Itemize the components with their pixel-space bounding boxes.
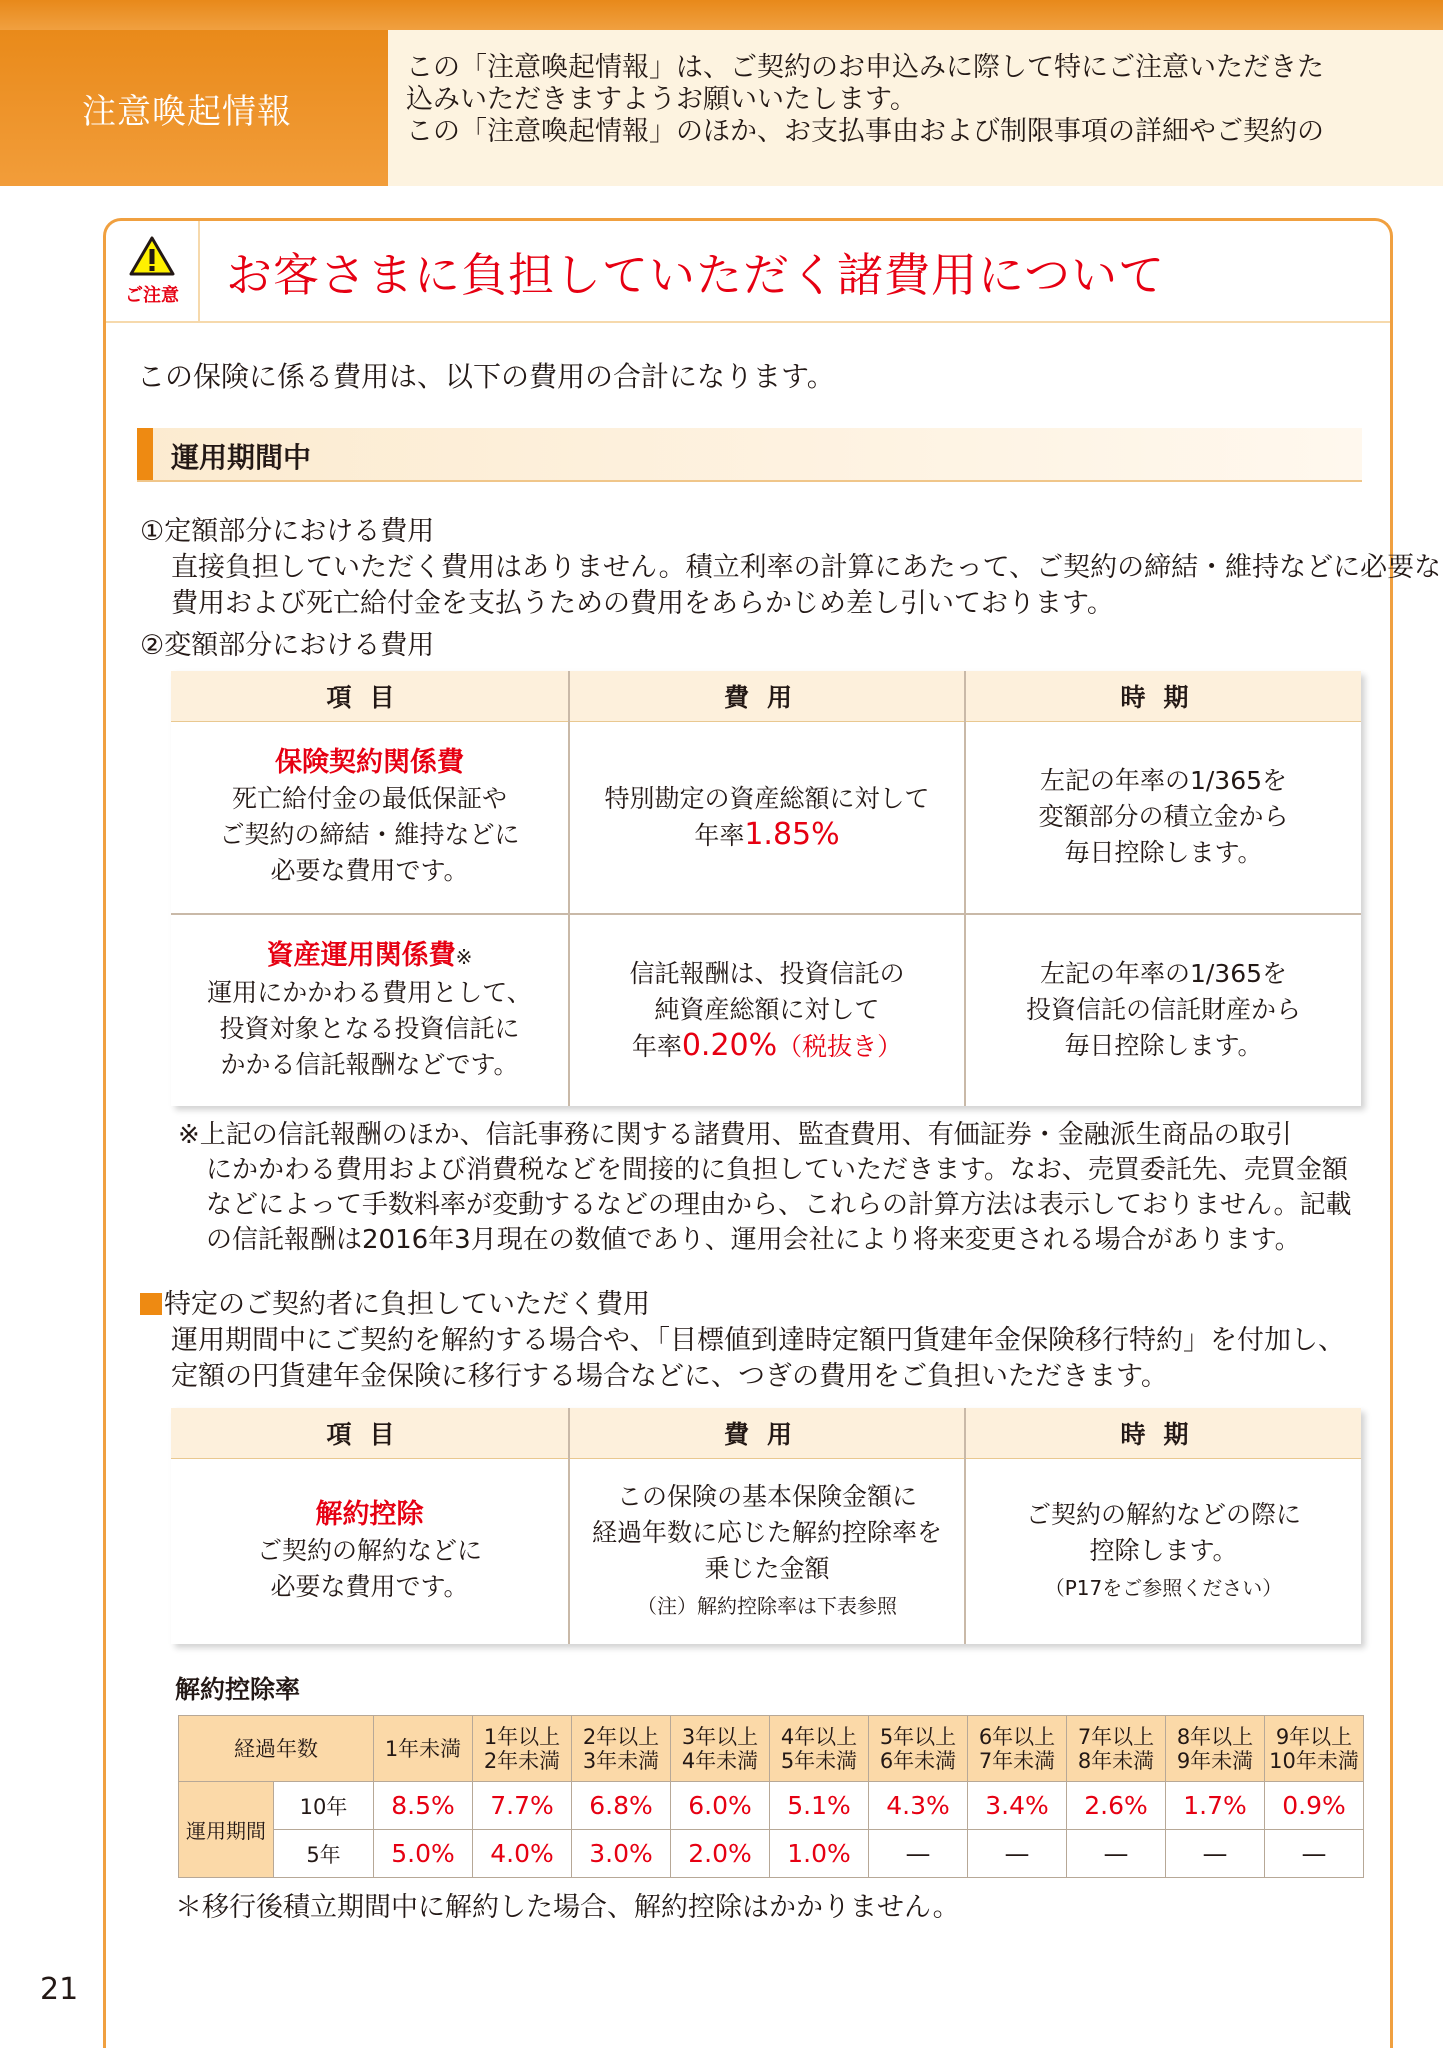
intro-line: この「注意喚起情報」は、ご契約のお申込みに際して特にご注意いただきた — [406, 52, 1324, 83]
top-accent-bar — [0, 0, 1443, 30]
timing-text: 毎日控除します。 — [1064, 1031, 1263, 1060]
item-desc: 死亡給付金の最低保証や — [231, 784, 507, 814]
rate-cell: 4.3% — [869, 1782, 968, 1830]
year-column: 4年以上 5年未満 — [770, 1716, 869, 1782]
year-column: 1年以上 2年未満 — [473, 1716, 572, 1782]
period-label: 運用期間 — [179, 1782, 274, 1878]
timing-text: 左記の年率の1/365を — [1039, 959, 1288, 988]
rate-cell: 2.0% — [671, 1830, 770, 1878]
rate-cell: 0.9% — [1265, 1782, 1364, 1830]
item-desc: 投資対象となる投資信託に — [219, 1013, 520, 1043]
rate-cell: — — [1265, 1830, 1364, 1878]
fixed-body-line: 直接負担していただく費用はありません。積立利率の計算にあたって、ご契約の締結・維持などに必要な — [171, 552, 1442, 583]
rate-table — [178, 1715, 1364, 1878]
specific-body-line: 運用期間中にご契約を解約する場合や、「目標値到達時定額円貨建年金保険移行特約」を付加し、 — [171, 1325, 1345, 1356]
cost-note: （注）解約控除率は下表参照 — [637, 1593, 897, 1618]
cost-text: 乗じた金額 — [704, 1553, 830, 1583]
item-desc: 運用にかかわる費用として、 — [207, 977, 532, 1007]
timing-cell — [965, 914, 1361, 1106]
item-name: 資産運用関係費 — [266, 939, 456, 971]
rate-label: 年率 — [694, 820, 745, 850]
section-title: お客さまに負担していただく諸費用について — [226, 248, 1166, 302]
timing-note: （P17をご参照ください） — [1044, 1575, 1283, 1600]
cost-cell — [569, 1459, 965, 1644]
rate-value: 1.85% — [744, 816, 840, 852]
period-5y: 5年 — [274, 1830, 374, 1878]
item-mark: ※ — [455, 944, 473, 969]
header-cost: 費用 — [569, 671, 965, 722]
rate-table-title: 解約控除率 — [175, 1675, 301, 1704]
specific-heading-text: 特定のご契約者に負担していただく費用 — [164, 1289, 650, 1320]
rate-cell: — — [1067, 1830, 1166, 1878]
warning-icon — [128, 235, 176, 277]
rate-cell: 1.7% — [1166, 1782, 1265, 1830]
rate-cell: 1.0% — [770, 1830, 869, 1878]
footnote-line: ※上記の信託報酬のほか、信託事務に関する諸費用、監査費用、有価証券・金融派生商品の取引 — [178, 1120, 1292, 1150]
item-desc: 必要な費用です。 — [270, 1572, 469, 1602]
specific-heading — [140, 1282, 650, 1321]
page-number: 21 — [40, 1972, 79, 2007]
cost-text: 信託報酬は、投資信託の — [629, 958, 905, 988]
period-10y: 10年 — [274, 1782, 374, 1830]
rate-label: 年率 — [631, 1031, 682, 1061]
fixed-body-line: 費用および死亡給付金を支払うための費用をあらかじめ差し引いております。 — [171, 588, 1114, 619]
cost-cell — [569, 722, 965, 914]
rate-cell: — — [869, 1830, 968, 1878]
item-cell — [171, 914, 569, 1106]
timing-text: 左記の年率の1/365を — [1039, 766, 1288, 796]
rate-value: 0.20% — [681, 1027, 778, 1063]
year-column: 6年以上 7年未満 — [968, 1716, 1067, 1782]
item-name: 解約控除 — [315, 1499, 424, 1531]
item-desc: 必要な費用です。 — [270, 856, 469, 886]
item-name: 保険契約関係費 — [275, 747, 464, 779]
footnote-line: にかかわる費用および消費税などを間接的に負担していただきます。なお、売買委託先、売買金額 — [206, 1155, 1348, 1185]
intro-box — [388, 30, 1443, 186]
variable-heading: ②変額部分における費用 — [140, 630, 435, 661]
warning-box — [106, 221, 200, 321]
summary-text: この保険に係る費用は、以下の費用の合計になります。 — [137, 360, 835, 393]
rate-cell: 8.5% — [374, 1782, 473, 1830]
footnote — [178, 1118, 1368, 1258]
header-timing: 時期 — [965, 1408, 1361, 1459]
rate-cell: 7.7% — [473, 1782, 572, 1830]
header-item: 項目 — [171, 1408, 569, 1459]
subsection-bar — [137, 428, 1362, 482]
cost-text: 経過年数に応じた解約控除率を — [591, 1517, 942, 1547]
item-cell — [171, 1459, 569, 1644]
rate-cell: — — [968, 1830, 1067, 1878]
year-column: 5年以上 6年未満 — [869, 1716, 968, 1782]
item-cell — [171, 722, 569, 914]
rate-note: ＊移行後積立期間中に解約した場合、解約控除はかかりません。 — [175, 1892, 960, 1923]
year-column: 9年以上 10年未満 — [1265, 1716, 1364, 1782]
square-bullet — [140, 1293, 162, 1315]
rate-cell: 5.0% — [374, 1830, 473, 1878]
timing-text: 控除します。 — [1089, 1535, 1238, 1565]
rate-cell: 3.0% — [572, 1830, 671, 1878]
year-column: 8年以上 9年未満 — [1166, 1716, 1265, 1782]
item-desc: ご契約の締結・維持などに — [219, 820, 520, 850]
cost-text: この保険の基本保険金額に — [616, 1481, 917, 1511]
item-desc: かかる信託報酬などです。 — [220, 1049, 519, 1079]
year-column: 3年以上 4年未満 — [671, 1716, 770, 1782]
rate-cell: 6.0% — [671, 1782, 770, 1830]
rate-note: （税抜き） — [777, 1031, 903, 1061]
footnote-line: などによって手数料率が変動するなどの理由から、これらの計算方法は表示しておりません。記載 — [206, 1190, 1352, 1220]
section-header — [106, 221, 1390, 323]
header-timing: 時期 — [965, 671, 1361, 722]
timing-cell — [965, 1459, 1361, 1644]
rate-cell: 2.6% — [1067, 1782, 1166, 1830]
specific-body-line: 定額の円貨建年金保険に移行する場合などに、つぎの費用をご負担いただきます。 — [171, 1361, 1168, 1392]
section-tab — [0, 30, 388, 186]
rate-cell: 3.4% — [968, 1782, 1067, 1830]
cost-text: 特別勘定の資産総額に対して — [604, 783, 930, 813]
cancel-table — [171, 1408, 1361, 1644]
table-row — [171, 722, 1361, 914]
rate-cell: — — [1166, 1830, 1265, 1878]
year-column: 1年未満 — [374, 1716, 473, 1782]
cost-cell — [569, 914, 965, 1106]
subsection-title: 運用期間中 — [171, 441, 312, 474]
subsection-accent — [137, 428, 153, 480]
table-row — [179, 1830, 1364, 1878]
footnote-line: の信託報酬は2016年3月現在の数値であり、運用会社により将来変更される場合があります。 — [206, 1225, 1301, 1255]
rate-cell: 4.0% — [473, 1830, 572, 1878]
timing-text: 投資信託の信託財産から — [1025, 995, 1301, 1024]
warning-label: ご注意 — [125, 285, 179, 306]
table-row — [179, 1782, 1364, 1830]
fixed-heading: ①定額部分における費用 — [140, 516, 435, 547]
rate-cell: 5.1% — [770, 1782, 869, 1830]
intro-line: この「注意喚起情報」のほか、お支払事由および制限事項の詳細やご契約の — [406, 116, 1324, 147]
year-column: 7年以上 8年未満 — [1067, 1716, 1166, 1782]
intro-line: 込みいただきますようお願いいたします。 — [406, 84, 917, 115]
header-cost: 費用 — [569, 1408, 965, 1459]
table-row — [171, 914, 1361, 1106]
rate-cell: 6.8% — [572, 1782, 671, 1830]
year-column: 2年以上 3年未満 — [572, 1716, 671, 1782]
item-desc: ご契約の解約などに — [256, 1536, 482, 1566]
cost-table — [171, 671, 1361, 1106]
header-item: 項目 — [171, 671, 569, 722]
tab-label: 注意喚起情報 — [82, 91, 292, 132]
year-label: 経過年数 — [179, 1716, 374, 1782]
timing-text: 変額部分の積立金から — [1038, 802, 1289, 832]
table-row — [171, 1459, 1361, 1644]
timing-text: ご契約の解約などの際に — [1025, 1499, 1301, 1529]
timing-text: 毎日控除します。 — [1064, 838, 1263, 868]
timing-cell — [965, 722, 1361, 914]
cost-text: 純資産総額に対して — [654, 994, 880, 1024]
